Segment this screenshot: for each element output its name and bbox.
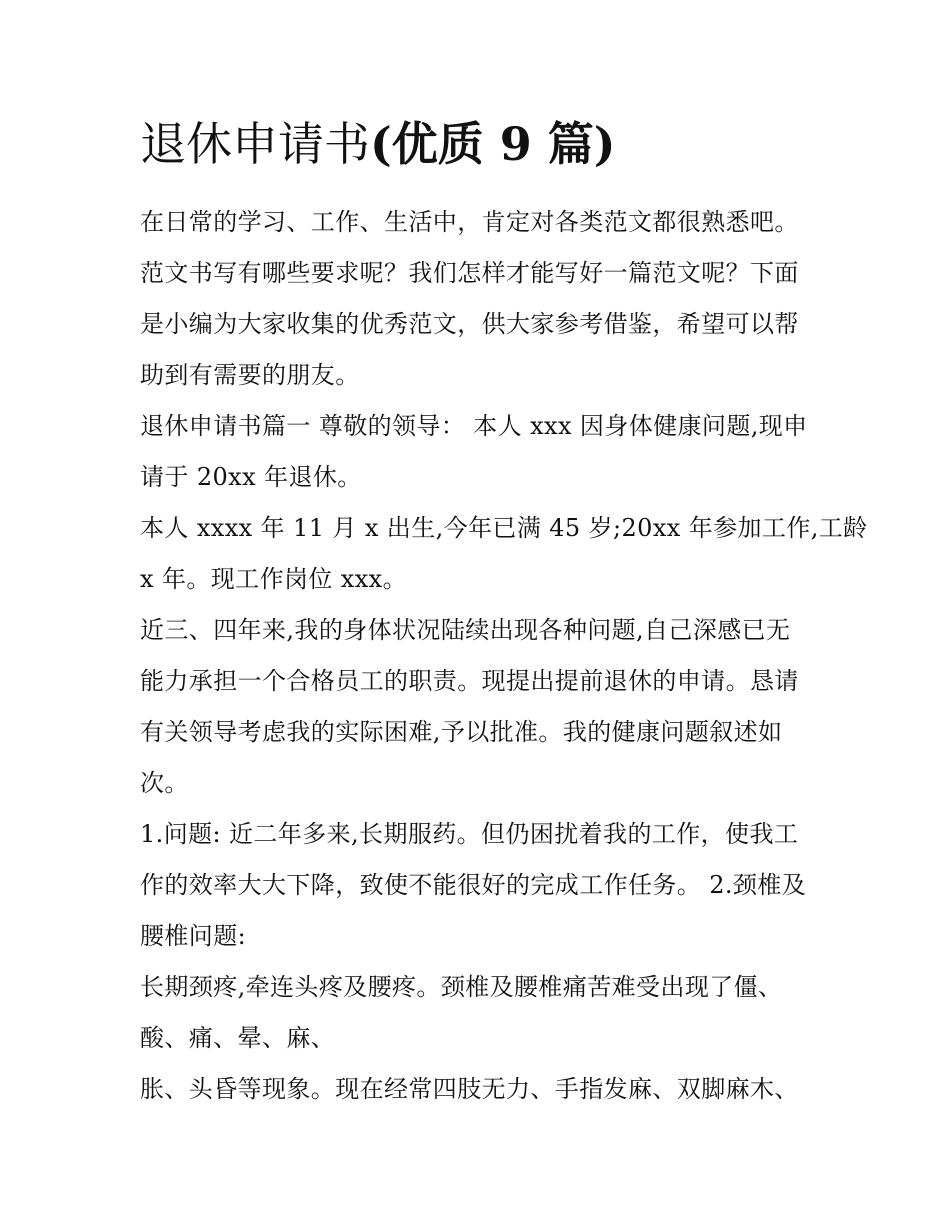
text-line: 助到有需要的朋友。 [140,361,360,389]
text-line: 长期颈疼,牵连头疼及腰疼。颈椎及腰椎痛苦难受出现了僵、 [140,973,783,1001]
text-line: 在日常的学习、工作、生活中，肯定对各类范文都很熟悉吧。 [140,208,799,236]
text-line: 请于 20xx 年退休。 [140,463,362,491]
document-body [140,197,868,1115]
text-line: 是小编为大家收集的优秀范文，供大家参考借鉴，希望可以帮 [140,310,799,338]
document-title [140,112,820,176]
text-line: 退休申请书篇一 尊敬的领导： 本人 xxx 因身体健康问题,现申 [140,412,808,440]
document-title-main: 退休申请书 [140,117,370,171]
text-line: 腰椎问题: [140,922,247,950]
text-line: 能力承担一个合格员工的职责。现提出提前退休的申请。恳请 [140,667,799,695]
text-line: 有关领导考虑我的实际困难,予以批准。我的健康问题叙述如 [140,718,783,746]
text-line: 1.问题: 近二年多来,长期服药。但仍困扰着我的工作，使我工 [140,820,799,848]
text-line: 胀、头昏等现象。现在经常四肢无力、手指发麻、双脚麻木、 [140,1075,799,1103]
text-line: 次。 [140,769,189,797]
text-line: 范文书写有哪些要求呢？我们怎样才能写好一篇范文呢？下面 [140,259,799,287]
text-line: 酸、痛、晕、麻、 [140,1024,336,1052]
text-line: 本人 xxxx 年 11 月 x 出生,今年已满 45 岁;20xx 年参加工作,工龄 [140,514,868,542]
text-line: x 年。现工作岗位 xxx。 [140,565,407,593]
text-line: 作的效率大大下降，致使不能很好的完成工作任务。 2.颈椎及 [140,871,807,899]
document-title-suffix: (优质 9 篇) [370,117,616,171]
text-line: 近三、四年来,我的身体状况陆续出现各种问题,自己深感已无 [140,616,791,644]
